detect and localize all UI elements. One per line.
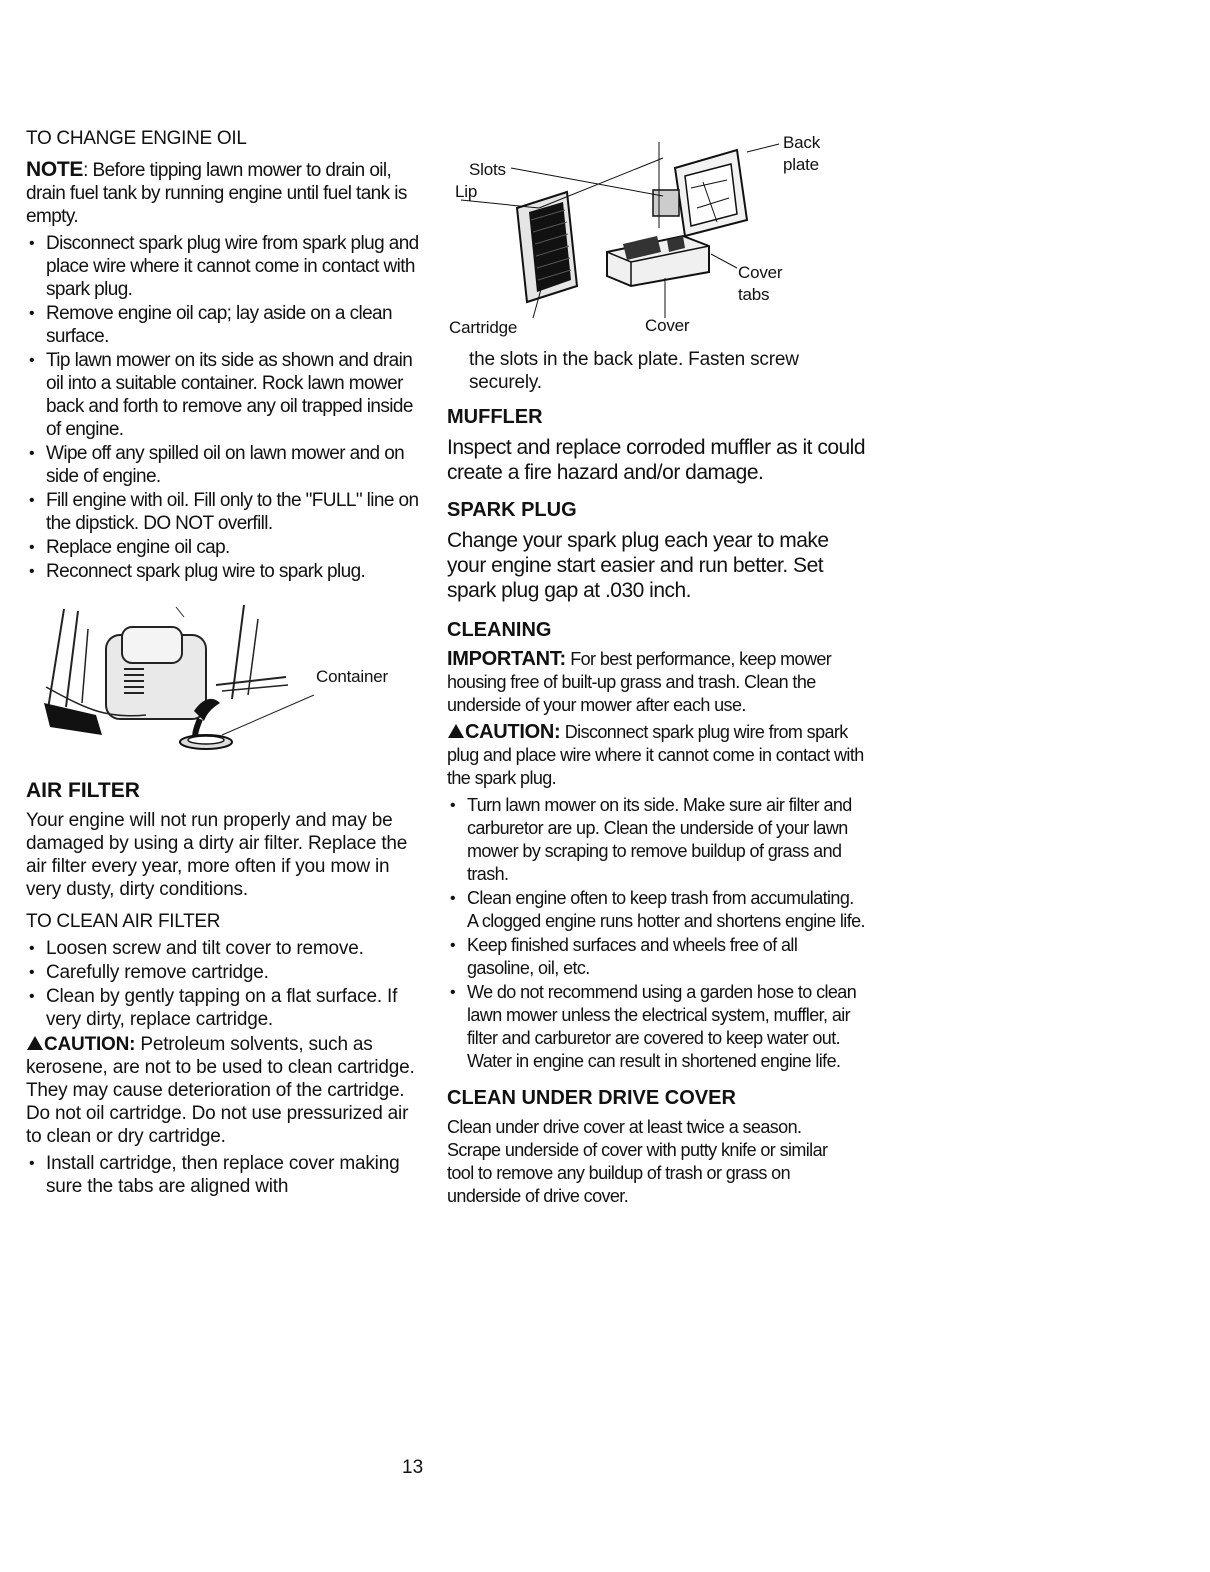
list-item: • Turn lawn mower on its side. Make sure air filter and carburetor are up. Clean the underside of your lawn mower by scraping to remove buildup of grass and trash.: [447, 794, 867, 886]
spark-plug-heading: SPARK PLUG: [447, 499, 577, 521]
list-item: • Fill engine with oil. Fill only to the "FULL" line on the dipstick. DO NOT overfill.: [26, 489, 426, 535]
clean-air-filter-heading: TO CLEAN AIR FILTER: [26, 911, 221, 932]
oil-drain-illustration: [26, 599, 326, 759]
note-paragraph: [26, 158, 426, 228]
slots-label: Slots: [469, 160, 506, 179]
list-item: • Disconnect spark plug wire from spark plug and place wire where it cannot come in contact with spark plug.: [26, 232, 426, 301]
oil-steps-list: [26, 232, 426, 583]
back-plate-label: Back plate: [783, 133, 820, 174]
install-continuation: the slots in the back plate. Fasten screw securely.: [469, 349, 799, 393]
list-item: • Reconnect spark plug wire to spark plug.: [26, 560, 426, 583]
list-item: • Clean by gently tapping on a flat surface. If very dirty, replace cartridge.: [26, 985, 426, 1031]
air-filter-heading: AIR FILTER: [26, 779, 140, 802]
caution-label: CAUTION:: [44, 1034, 136, 1055]
important-paragraph: [447, 648, 867, 717]
important-text: For best performance, keep mower housing free of built-up grass and trash. Clean the underside of your mower after each use.: [447, 649, 832, 715]
clean-steps-list: [26, 937, 426, 1031]
air-filter-figure: [447, 128, 867, 342]
cartridge-label: Cartridge: [449, 318, 518, 337]
page-number: 13: [402, 1457, 424, 1478]
warning-triangle-icon: [26, 1035, 44, 1051]
list-item: • Keep finished surfaces and wheels free of all gasoline, oil, etc.: [447, 934, 867, 980]
caution-label: CAUTION:: [465, 721, 561, 743]
cover-tabs-label: Cover tabs: [738, 263, 783, 304]
list-item: • Tip lawn mower on its side as shown and drain oil into a suitable container. Rock lawn mower back and forth to remove any oil trapped inside of engine.: [26, 349, 426, 441]
muffler-text: Inspect and replace corroded muffler as it could create a fire hazard and/or damage.: [447, 436, 866, 484]
cleaning-caution: [447, 721, 867, 790]
list-item: • Clean engine often to keep trash from accumulating. A clogged engine runs hotter and shortens engine life.: [447, 887, 867, 933]
drive-cover-text: Clean under drive cover at least twice a season. Scrape underside of cover with putty knife or similar tool to remove any buildup of trash or grass on underside of drive cover.: [447, 1117, 828, 1206]
list-item: • Remove engine oil cap; lay aside on a clean surface.: [26, 302, 426, 348]
list-item: • We do not recommend using a garden hose to clean lawn mower unless the electrical system, muffler, air filter and carburetor are covered to keep water out. Water in engine can result in shortened engine life.: [447, 981, 867, 1073]
air-filter-caution: [26, 1033, 426, 1148]
list-item: • Wipe off any spilled oil on lawn mower and on side of engine.: [26, 442, 426, 488]
caution-text: Disconnect spark plug wire from spark plug and place wire where it cannot come in contact with the spark plug.: [447, 722, 864, 788]
container-label: Container: [316, 667, 388, 686]
cleaning-steps-list: [447, 794, 867, 1073]
oil-drain-figure: [26, 599, 426, 759]
oil-change-heading: TO CHANGE ENGINE OIL: [26, 128, 247, 149]
right-column: [447, 128, 867, 1212]
list-item: • Carefully remove cartridge.: [26, 961, 426, 984]
cleaning-heading: CLEANING: [447, 619, 552, 641]
warning-triangle-icon: [447, 723, 465, 739]
left-column: [26, 128, 426, 1199]
spark-plug-text: Change your spark plug each year to make your engine start easier and run better. Set spark plug gap at .030 inch.: [447, 529, 829, 602]
cover-label: Cover: [645, 316, 690, 335]
muffler-heading: MUFFLER: [447, 406, 543, 428]
air-filter-text: Your engine will not run properly and may be damaged by using a dirty air filter. Replace the air filter every year, more often if you mow in very dusty, dirty conditions.: [26, 810, 408, 900]
drive-cover-heading: CLEAN UNDER DRIVE COVER: [447, 1087, 736, 1109]
note-text: : Before tipping lawn mower to drain oil, drain fuel tank by running engine until fuel tank is empty.: [26, 160, 407, 227]
important-label: IMPORTANT:: [447, 648, 566, 670]
caution-text: Petroleum solvents, such as kerosene, are not to be used to clean cartridge. They may cause deterioration of the cartridge. Do not oil cartridge. Do not use pressurized air to clean or dry cartridge.: [26, 1034, 415, 1147]
install-list: [26, 1152, 426, 1198]
lip-label: Lip: [455, 182, 478, 201]
note-label: NOTE: [26, 158, 84, 181]
list-item: • Replace engine oil cap.: [26, 536, 426, 559]
list-item: • Loosen screw and tilt cover to remove.: [26, 937, 426, 960]
list-item: • Install cartridge, then replace cover making sure the tabs are aligned with: [26, 1152, 426, 1198]
